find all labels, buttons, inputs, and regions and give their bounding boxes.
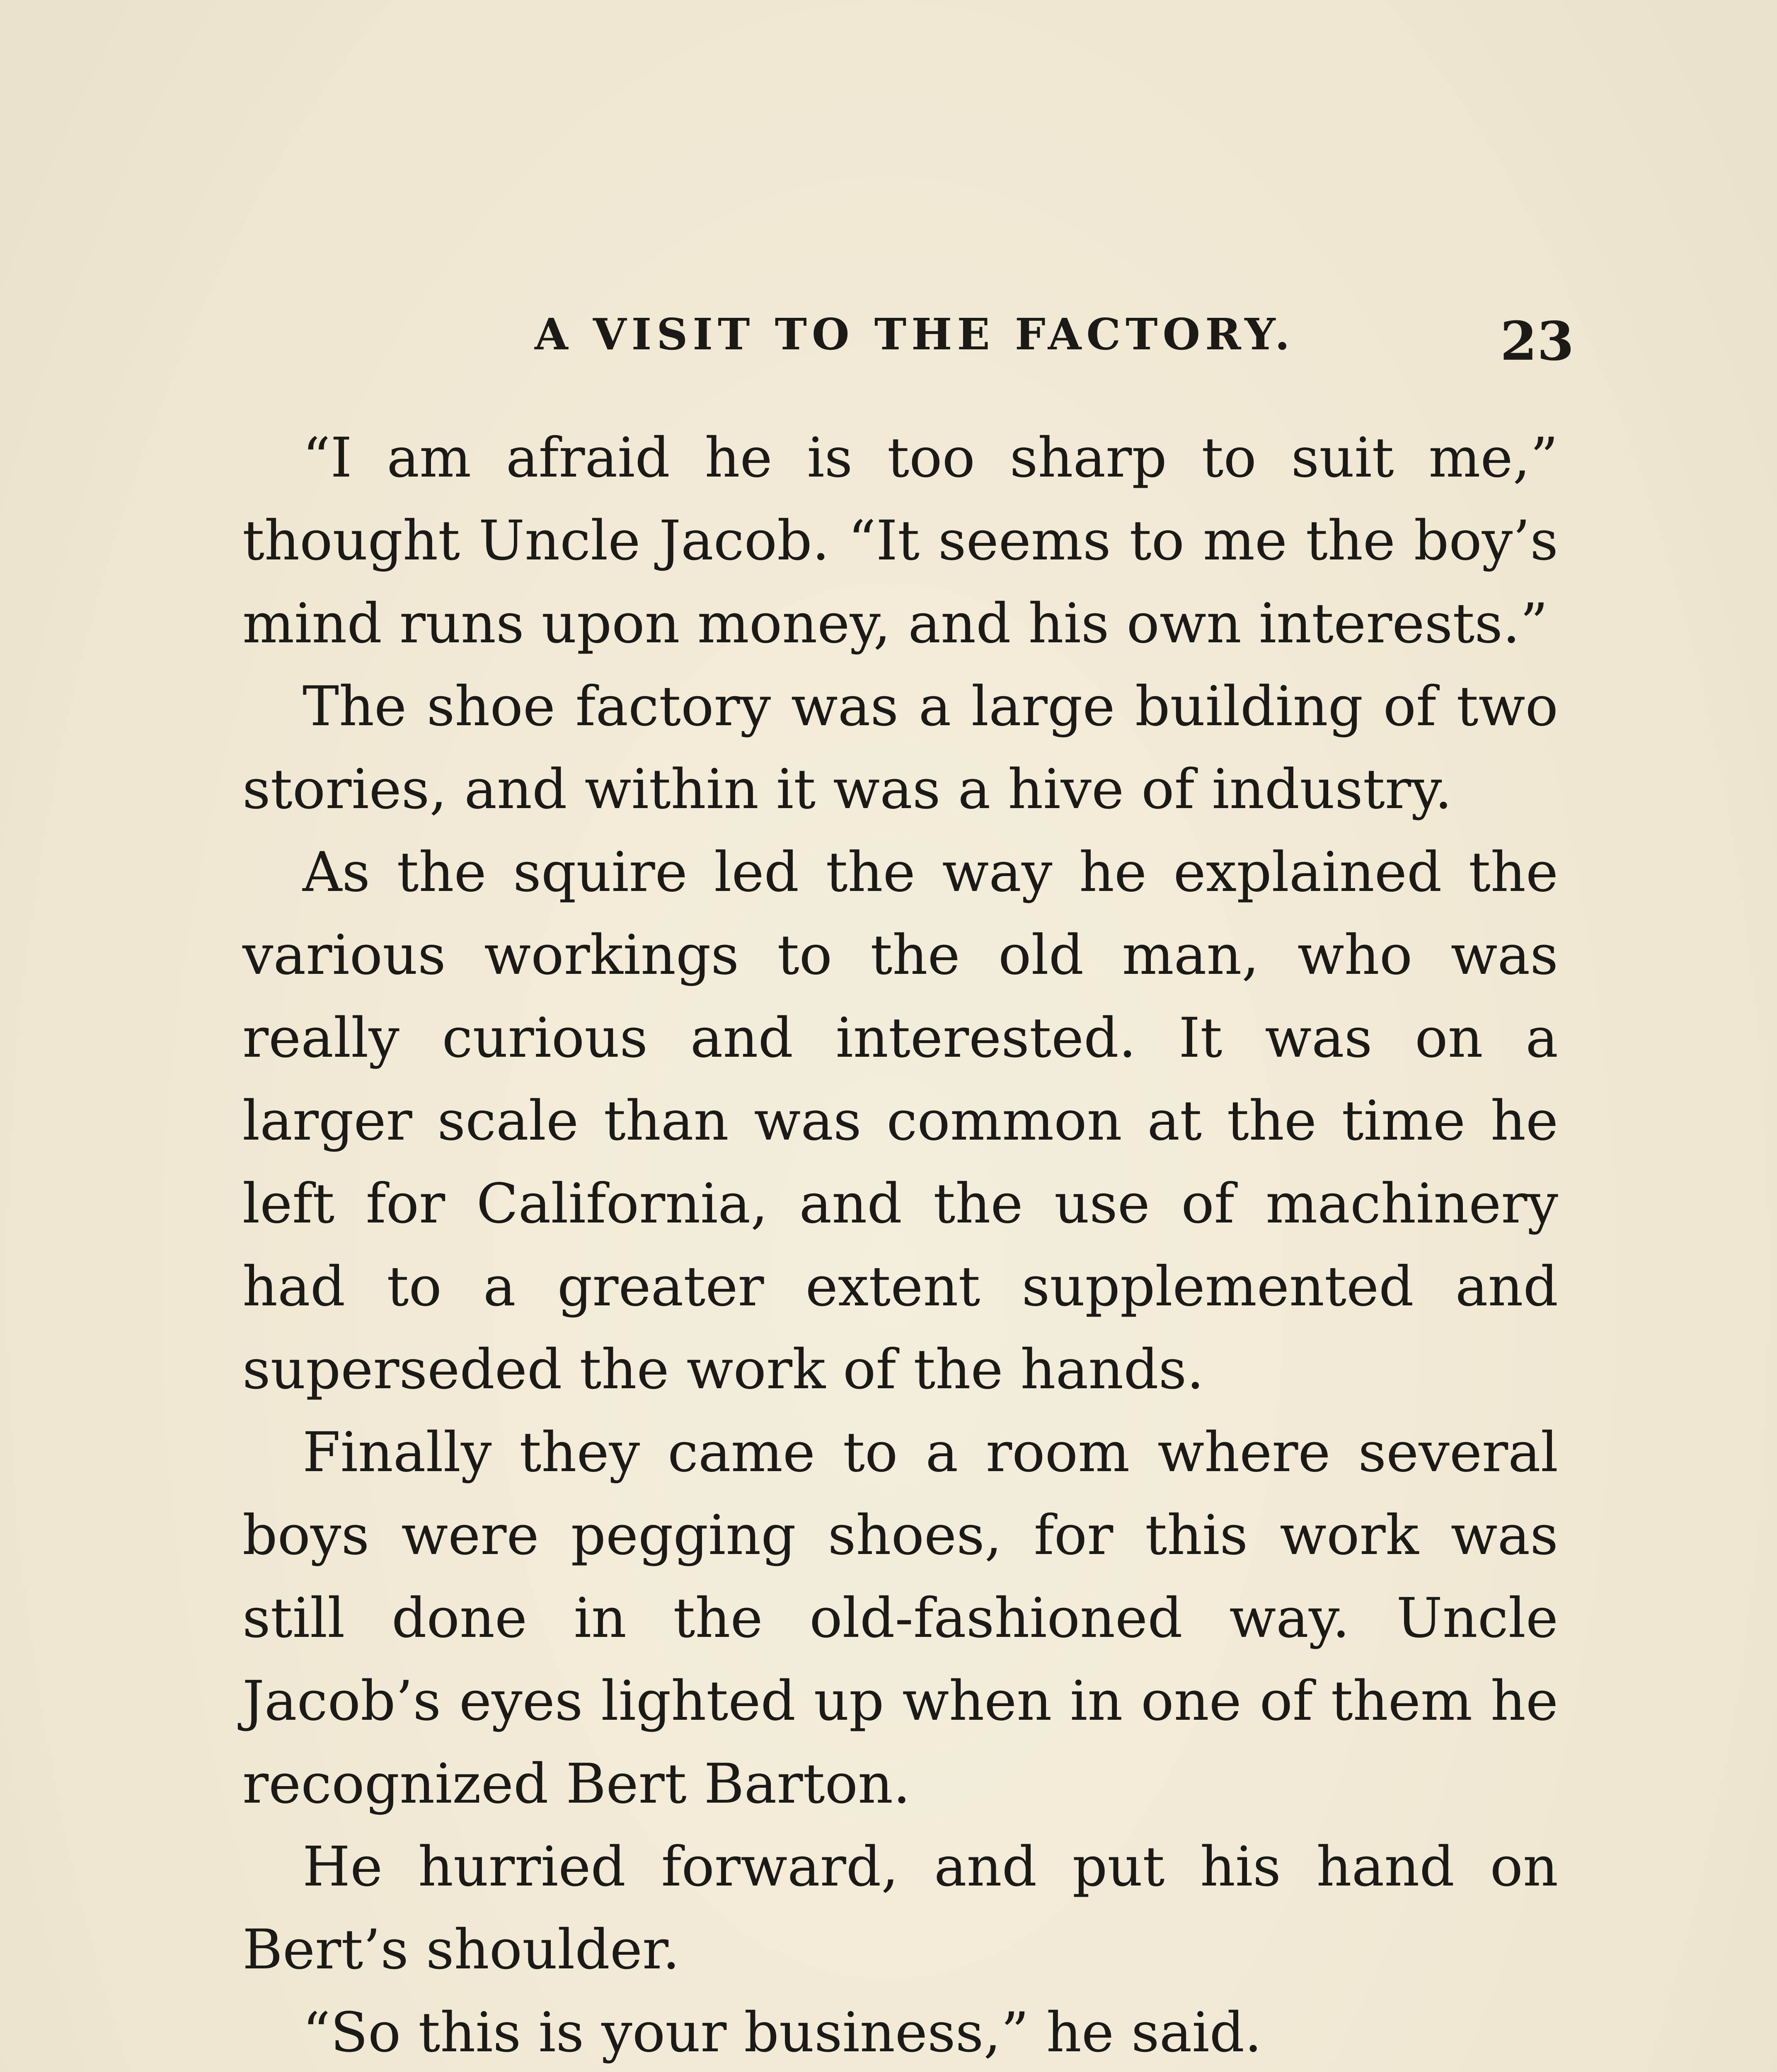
page-number: 23: [1500, 310, 1574, 373]
body-text: [242, 416, 1558, 2072]
paragraph: “So this is your business,” he said.: [303, 2001, 1262, 2065]
paragraph: The shoe factory was a large building of two stories, and within it was a hive of industry.: [242, 675, 1558, 821]
paragraph: He hurried forward, and put his hand on Bert’s shoulder.: [242, 1835, 1558, 1982]
running-head: A VISIT TO THE FACTORY.: [535, 309, 1295, 360]
paragraph: “I am afraid he is too sharp to suit me,” thought Uncle Jacob. “It seems to me the boy’s mind runs upon money, and his own interests.”: [242, 426, 1558, 656]
paragraph: As the squire led the way he explained the various workings to the old man, who was really curious and interested. It was on a larger scale than was common at the time he left for California, and the use of machinery had to a greater extent supplemented and superseded the work of the hands.: [242, 840, 1558, 1402]
paragraph: Finally they came to a room where several boys were pegging shoes, for this work was still done in the old-fashioned way. Uncle Jacob’s eyes lighted up when in one of them he recognized Bert Barton.: [242, 1421, 1558, 1816]
